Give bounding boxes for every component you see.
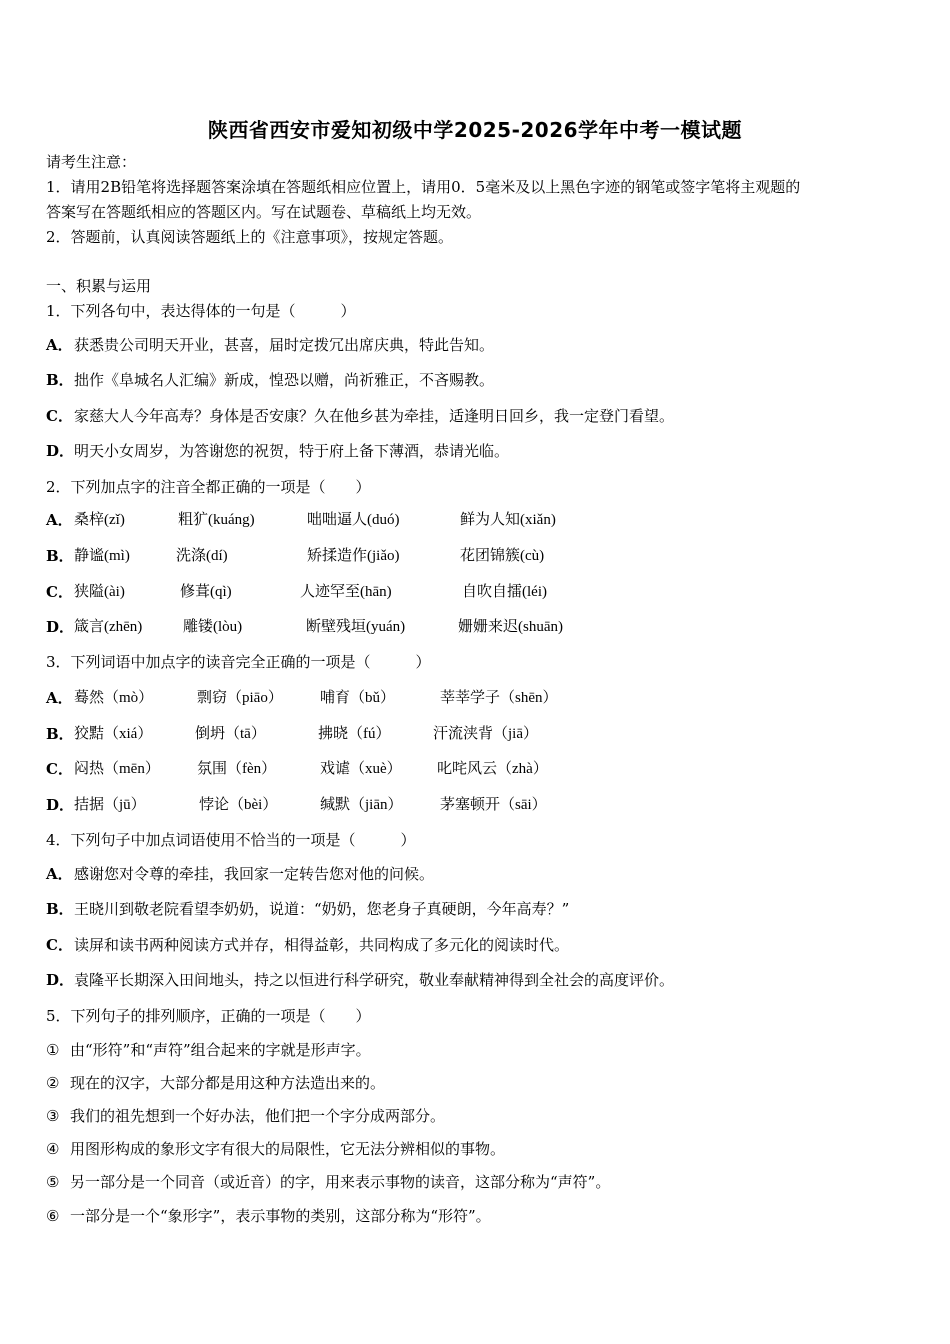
q2-row-a-item: 咄咄逼人(duó) [307, 512, 400, 528]
q3-row-a-item: 剽窃（piāo） [197, 690, 283, 706]
option-label: B． [46, 371, 74, 389]
q5-sentence-2 [46, 1073, 385, 1093]
section-heading: 一、积累与运用 [46, 277, 152, 295]
q1-stem: 1．下列各句中，表达得体的一句是（ ） [46, 302, 356, 320]
notice-item-2: 2．答题前，认真阅读答题纸上的《注意事项》，按规定答题。 [46, 228, 454, 246]
sentence-text: 用图形构成的象形文字有很大的局限性，它无法分辨相似的事物。 [70, 1140, 506, 1158]
option-text: 感谢您对令尊的牵挂，我回家一定转告您对他的问候。 [74, 865, 435, 883]
sentence-text: 一部分是一个“象形字”，表示事物的类别，这部分称为“形符”。 [70, 1207, 491, 1225]
notice-item-1-line-2: 答案写在答题纸相应的答题区内。写在试题卷、草稿纸上均无效。 [46, 203, 482, 221]
q4-option-c [46, 935, 569, 955]
option-text: 袁隆平长期深入田间地头，持之以恒进行科学研究，敬业奉献精神得到全社会的高度评价。 [74, 971, 675, 989]
q3-row-a-item: 蓦然（mò） [74, 690, 154, 706]
q2-row-d-item: 姗姗来迟(shuān) [458, 619, 563, 635]
q2-row-a-item: 鲜为人知(xiǎn) [460, 512, 556, 528]
q2-row-c-label: C． [46, 583, 73, 601]
q3-row-a-item: 哺育（bǔ） [320, 690, 396, 706]
q3-row-b-item: 倒坍（tā） [195, 726, 266, 742]
q2-row-d-item: 断壁残垣(yuán) [306, 619, 406, 635]
q3-row-b-item: 汗流浃背（jiā） [433, 726, 538, 742]
sentence-number: ⑤ [46, 1173, 60, 1191]
sentence-text: 我们的祖先想到一个好办法，他们把一个字分成两部分。 [70, 1107, 446, 1125]
q2-row-b-item: 洗涤(dí) [176, 548, 228, 564]
q3-row-d-item: 缄默（jiān） [320, 797, 403, 813]
option-label: A． [46, 865, 73, 883]
sentence-text: 由“形符”和“声符”组合起来的字就是形声字。 [70, 1041, 371, 1059]
q1-option-b [46, 370, 494, 390]
option-text: 家慈大人今年高寿？身体是否安康？久在他乡甚为牵挂，适逢明日回乡，我一定登门看望。 [74, 407, 675, 425]
q2-row-b-item: 静谧(mì) [74, 548, 130, 564]
q2-row-c-item: 自吹自擂(léi) [462, 584, 547, 600]
q5-sentence-6 [46, 1206, 491, 1226]
q3-row-c-item: 戏谑（xuè） [320, 761, 402, 777]
q5-sentence-5 [46, 1172, 610, 1192]
option-label: A． [46, 336, 73, 354]
q2-stem: 2．下列加点字的注音全都正确的一项是（ ） [46, 478, 371, 496]
sentence-number: ① [46, 1041, 60, 1059]
option-text: 获悉贵公司明天开业，甚喜，届时定拨冗出席庆典，特此告知。 [74, 336, 495, 354]
q2-row-b-item: 矫揉造作(jiǎo) [307, 548, 400, 564]
q2-row-b-item: 花团锦簇(cù) [460, 548, 545, 564]
q3-row-d-item: 拮据（jū） [74, 797, 146, 813]
option-label: D． [46, 442, 75, 460]
q2-row-d-item: 箴言(zhēn) [74, 619, 143, 635]
notice-heading: 请考生注意： [46, 153, 137, 171]
q3-row-b-item: 拂晓（fú） [318, 726, 391, 742]
option-label: C． [46, 936, 73, 954]
q4-stem: 4．下列句子中加点词语使用不恰当的一项是（ ） [46, 831, 416, 849]
q1-option-a [46, 335, 494, 355]
page-title: 陕西省西安市爱知初级中学2025-2026学年中考一模试题 [207, 118, 743, 142]
q4-option-b [46, 899, 569, 919]
q2-row-c-item: 人迹罕至(hān) [300, 584, 392, 600]
q5-sentence-1 [46, 1040, 371, 1060]
q2-row-a-item: 桑梓(zǐ) [74, 512, 125, 528]
q3-row-c-item: 闷热（mēn） [74, 761, 160, 777]
notice-item-1-line-1: 1．请用2B铅笔将选择题答案涂填在答题纸相应位置上，请用0．5毫米及以上黑色字迹的钢笔或签字笔将主观题的 [46, 178, 801, 196]
q3-row-d-item: 悖论（bèi） [199, 797, 278, 813]
q4-option-d [46, 970, 674, 990]
q3-row-a-item: 莘莘学子（shēn） [440, 690, 558, 706]
q2-row-c-item: 狭隘(ài) [74, 584, 125, 600]
q3-row-c-item: 氛围（fèn） [197, 761, 277, 777]
q3-stem: 3．下列词语中加点字的读音完全正确的一项是（ ） [46, 653, 431, 671]
q5-stem: 5．下列句子的排列顺序，正确的一项是（ ） [46, 1007, 371, 1025]
q1-option-d [46, 441, 509, 461]
option-text: 读屏和读书两种阅读方式并存，相得益彰，共同构成了多元化的阅读时代。 [74, 936, 570, 954]
sentence-number: ④ [46, 1140, 60, 1158]
q1-option-c [46, 406, 674, 426]
option-label: C． [46, 407, 73, 425]
sentence-text: 另一部分是一个同音（或近音）的字，用来表示事物的读音，这部分称为“声符”。 [70, 1173, 611, 1191]
q3-row-c-item: 叱咤风云（zhà） [437, 761, 548, 777]
q3-row-d-item: 茅塞顿开（sāi） [440, 797, 547, 813]
q4-option-a [46, 864, 434, 884]
option-label: B． [46, 900, 74, 918]
q2-row-a-label: A． [46, 511, 73, 529]
q3-row-d-label: D． [46, 796, 75, 814]
option-text: 拙作《阜城名人汇编》新成，惶恐以赠，尚祈雅正，不吝赐教。 [74, 371, 495, 389]
q2-row-b-label: B． [46, 547, 74, 565]
q3-row-b-label: B． [46, 725, 74, 743]
sentence-number: ③ [46, 1107, 60, 1125]
q5-sentence-4 [46, 1139, 505, 1159]
option-text: 王晓川到敬老院看望李奶奶，说道：“奶奶，您老身子真硬朗，今年高寿？” [74, 900, 570, 918]
sentence-number: ② [46, 1074, 60, 1092]
q3-row-c-label: C． [46, 760, 73, 778]
option-text: 明天小女周岁，为答谢您的祝贺，特于府上备下薄酒，恭请光临。 [74, 442, 510, 460]
q3-row-b-item: 狡黠（xiá） [74, 726, 153, 742]
q2-row-d-item: 雕镂(lòu) [183, 619, 243, 635]
q2-row-d-label: D． [46, 618, 75, 636]
q3-row-a-label: A． [46, 689, 73, 707]
q2-row-a-item: 粗犷(kuáng) [178, 512, 255, 528]
q2-row-c-item: 修葺(qì) [180, 584, 232, 600]
sentence-number: ⑥ [46, 1207, 60, 1225]
sentence-text: 现在的汉字，大部分都是用这种方法造出来的。 [70, 1074, 386, 1092]
q5-sentence-3 [46, 1106, 445, 1126]
option-label: D． [46, 971, 75, 989]
